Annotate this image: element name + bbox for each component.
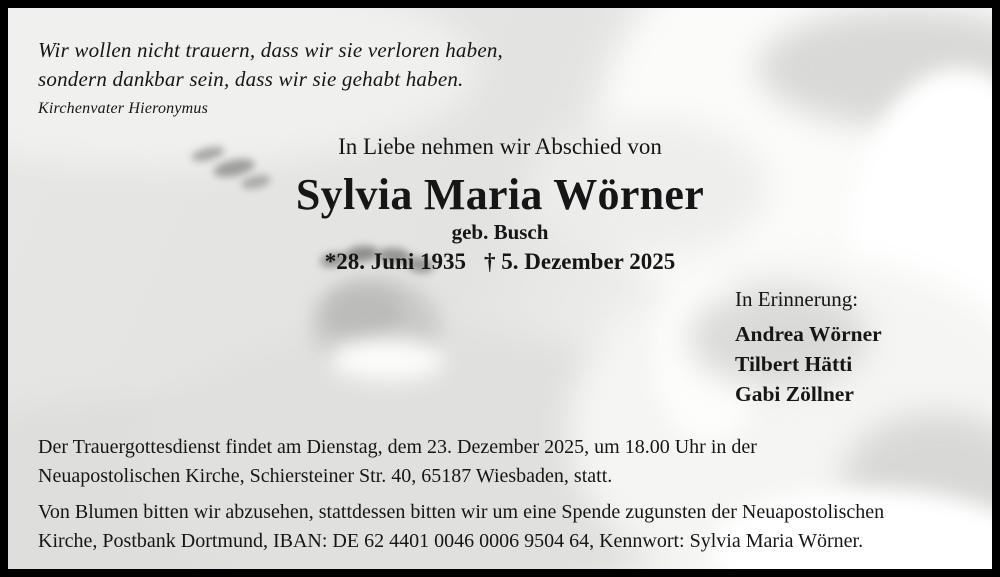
farewell-intro: In Liebe nehmen wir Abschied von [338,134,662,159]
birth-date: *28. Juni 1935 [324,249,467,274]
maiden-name: geb. Busch [451,220,549,244]
life-dates [8,248,992,276]
mourner-name-2: Tilbert Hätti [735,352,853,376]
quote-attribution: Kirchenvater Hieronymus [38,100,209,117]
deceased-name: Sylvia Maria Wörner [295,170,705,219]
quote-line-1: Wir wollen nicht trauern, dass wir sie verloren haben, [38,38,503,62]
donation-line-1: Von Blumen bitten wir abzusehen, stattdessen bitten wir um eine Spende zugunsten der Neuapostolischen [38,501,885,523]
service-info [38,433,757,491]
donation-info [38,498,884,556]
mourner-name-1: Andrea Wörner [735,322,882,346]
service-line-1: Der Trauergottesdienst findet am Dienstag, dem 23. Dezember 2025, um 18.00 Uhr in der [38,436,757,458]
service-line-2: Neuapostolischen Kirche, Schiersteiner Str. 40, 65187 Wiesbaden, statt. [38,465,613,487]
farewell-block [8,134,992,276]
death-date: † 5. Dezember 2025 [484,249,676,274]
mourner-name-3: Gabi Zöllner [735,382,854,406]
donation-line-2: Kirche, Postbank Dortmund, IBAN: DE 62 4401 0046 0006 9504 64, Kennwort: Sylvia Maria Wörner. [38,530,864,552]
quote-block [38,36,503,118]
photo-background [8,8,992,569]
memorial-block [735,287,882,409]
memorial-heading: In Erinnerung: [735,287,859,311]
quote-line-2: sondern dankbar sein, dass wir sie gehabt haben. [38,67,464,91]
